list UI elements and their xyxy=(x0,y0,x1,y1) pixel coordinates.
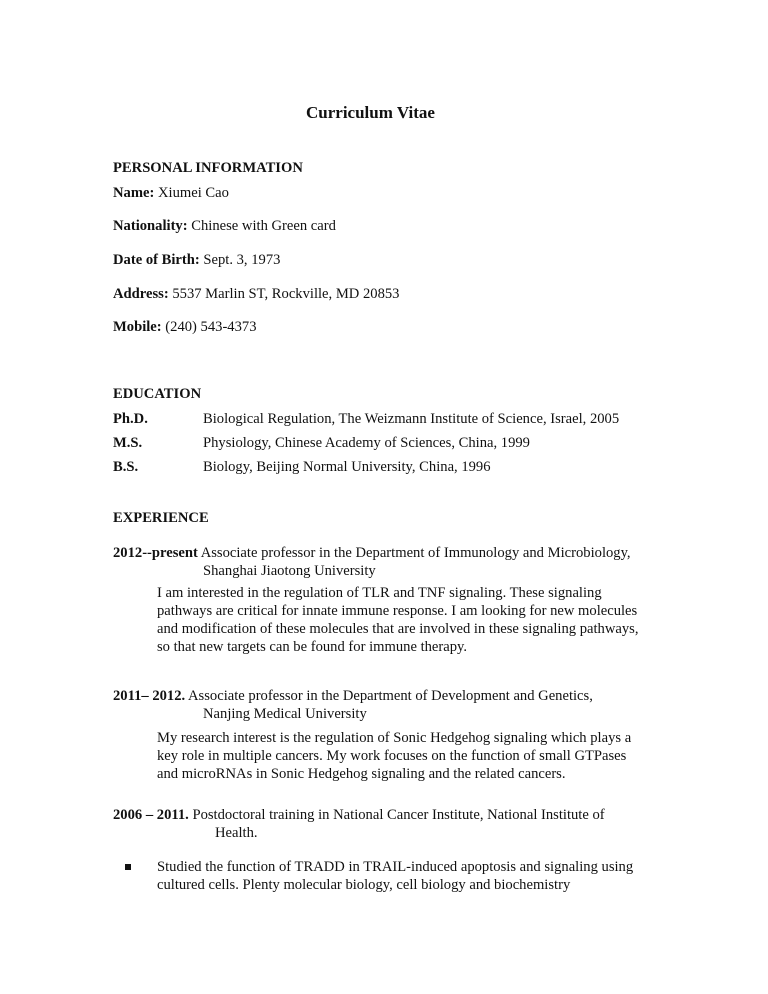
experience-desc-line: and microRNAs in Sonic Hedgehog signaling and the related cancers. xyxy=(157,766,566,782)
name-label: Name: xyxy=(113,185,155,201)
experience-desc-line: I am interested in the regulation of TLR and TNF signaling. These signaling xyxy=(157,585,602,601)
experience-desc-line: pathways are critical for innate immune response. I am looking for new molecules xyxy=(157,603,638,619)
education-degree: B.S. xyxy=(113,459,139,475)
address-value: 5537 Marlin ST, Rockville, MD 20853 xyxy=(172,286,400,302)
experience-institution: Health. xyxy=(215,825,258,841)
experience-desc-line: key role in multiple cancers. My work focuses on the function of small GTPases xyxy=(157,748,627,764)
experience-period: 2006 – 2011. xyxy=(113,807,189,823)
mobile-label: Mobile: xyxy=(113,319,162,335)
experience-role: Associate professor in the Department of Development and Genetics, xyxy=(188,688,593,704)
experience-role: Postdoctoral training in National Cancer Institute, National Institute of xyxy=(192,807,605,823)
experience-period: 2011– 2012. xyxy=(113,688,186,704)
name-value: Xiumei Cao xyxy=(158,185,229,201)
dob-label: Date of Birth: xyxy=(113,252,200,268)
experience-entry-header xyxy=(113,545,631,562)
experience-heading: EXPERIENCE xyxy=(113,510,209,526)
name-line xyxy=(113,185,229,202)
education-heading: EDUCATION xyxy=(113,386,202,402)
experience-institution: Nanjing Medical University xyxy=(203,706,367,722)
experience-role: Associate professor in the Department of Immunology and Microbiology, xyxy=(200,545,631,561)
nationality-label: Nationality: xyxy=(113,218,188,234)
education-detail: Biological Regulation, The Weizmann Institute of Science, Israel, 2005 xyxy=(203,411,620,427)
personal-heading: PERSONAL INFORMATION xyxy=(113,160,303,176)
experience-desc-line: so that new targets can be found for immune therapy. xyxy=(157,639,468,655)
square-bullet-icon xyxy=(125,864,131,870)
experience-entry-header xyxy=(113,807,605,824)
experience-bullet-line: Studied the function of TRADD in TRAIL-induced apoptosis and signaling using xyxy=(157,859,634,875)
education-detail: Physiology, Chinese Academy of Sciences, China, 1999 xyxy=(203,435,530,451)
nationality-line xyxy=(113,218,336,235)
education-degree: M.S. xyxy=(113,435,143,451)
mobile-value: (240) 543-4373 xyxy=(165,319,257,335)
education-detail: Biology, Beijing Normal University, China, 1996 xyxy=(203,459,491,475)
dob-value: Sept. 3, 1973 xyxy=(203,252,281,268)
nationality-value: Chinese with Green card xyxy=(191,218,336,234)
experience-desc-line: My research interest is the regulation of Sonic Hedgehog signaling which plays a xyxy=(157,730,632,746)
dob-line xyxy=(113,252,280,269)
mobile-line xyxy=(113,319,257,336)
experience-period: 2012--present xyxy=(113,545,198,561)
address-line xyxy=(113,286,399,303)
address-label: Address: xyxy=(113,286,169,302)
page-title: Curriculum Vitae xyxy=(306,103,435,122)
education-degree: Ph.D. xyxy=(113,411,148,427)
experience-desc-line: and modification of these molecules that are involved in these signaling pathways, xyxy=(157,621,639,637)
experience-institution: Shanghai Jiaotong University xyxy=(203,563,376,579)
experience-entry-header xyxy=(113,688,593,705)
experience-bullet-line: cultured cells. Plenty molecular biology, cell biology and biochemistry xyxy=(157,877,571,893)
